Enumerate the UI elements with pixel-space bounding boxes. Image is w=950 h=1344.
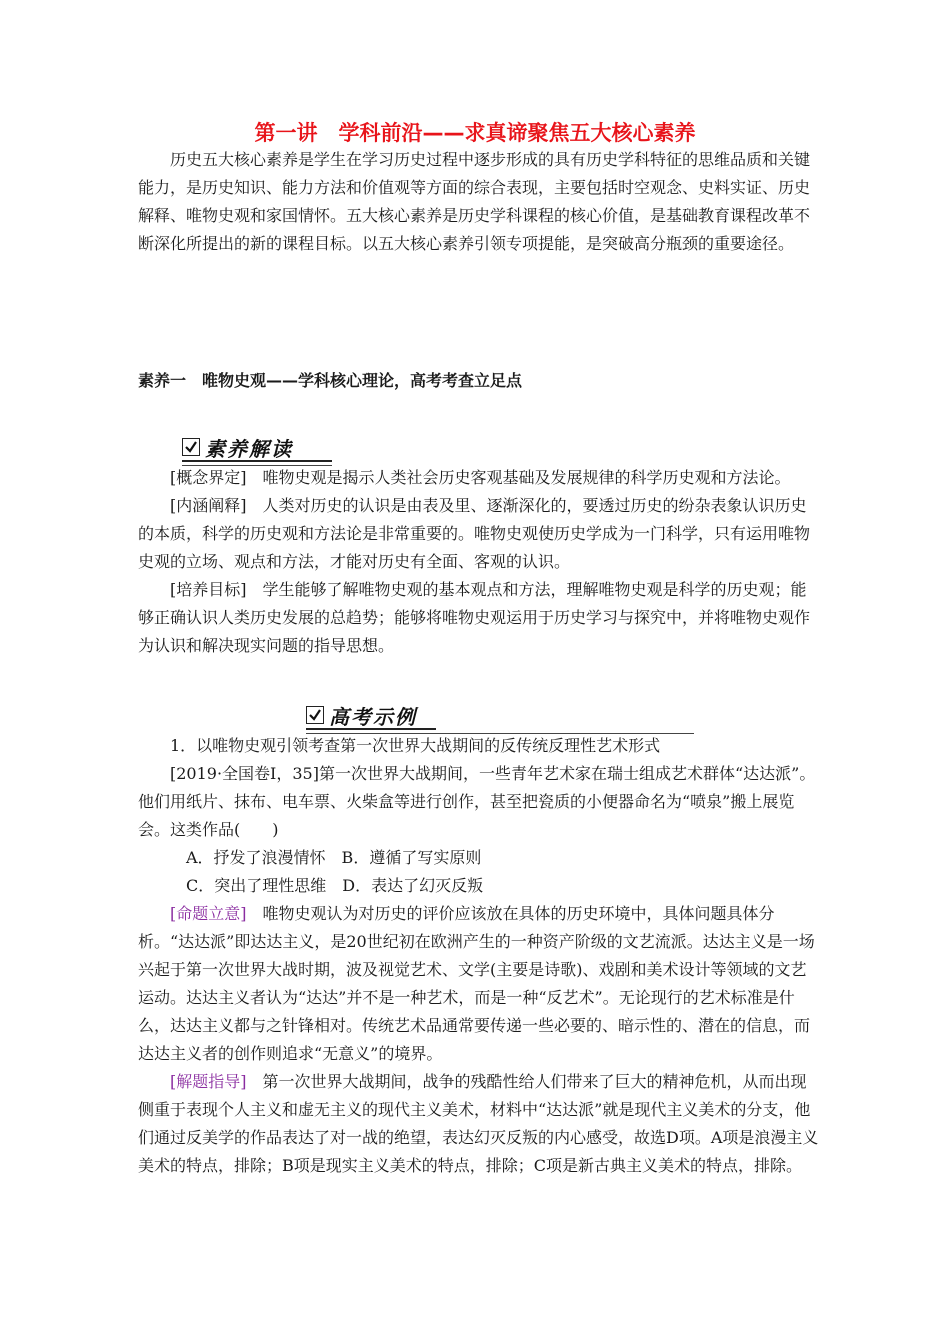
concept-text: 唯物史观是揭示人类社会历史客观基础及发展规律的科学历史观和方法论。	[262, 468, 791, 487]
guide-paragraph	[138, 1068, 822, 1180]
guide-text: 第一次世界大战期间，战争的残酷性给人们带来了巨大的精神危机，从而出现侧重于表现个人主义和虚无主义的现代主义美术，材料中“达达派”就是现代主义美术的分支，他们通过反美学的作品表达了对一战的绝望，表达幻灭反叛的内心感受，故选D项。A项是浪漫主义美术的特点，排除；B项是现实主义美术的特点，排除；C项是新古典主义美术的特点，排除。	[138, 1072, 819, 1175]
intent-text: 唯物史观认为对历史的评价应该放在具体的历史环境中，具体问题具体分析。“达达派”即达达主义，是20世纪初在欧洲产生的一种资产阶级的文艺流派。达达主义是一场兴起于第一次世界大战时期，波及视觉艺术、文学(主要是诗歌)、戏剧和美术设计等领域的文艺运动。达达主义者认为“达达”并不是一种艺术，而是一种“反艺术”。无论现行的艺术标准是什么，达达主义都与之针锋相对。传统艺术品通常要传递一些必要的、暗示性的、潜在的信息，而达达主义者的创作则追求“无意义”的境界。	[138, 904, 815, 1063]
page-title: 第一讲 学科前沿——求真谛聚焦五大核心素养	[254, 121, 696, 145]
literacy-reading-block	[138, 464, 822, 660]
options-row-cd: C．突出了理性思维 D．表达了幻灭反叛	[186, 876, 484, 895]
goal-paragraph	[138, 576, 822, 660]
exam-example-block	[138, 732, 822, 1180]
connotation-tag: [内涵阐释]	[170, 496, 247, 515]
intent-paragraph	[138, 900, 822, 1068]
checkbox-icon	[182, 438, 200, 456]
connotation-paragraph	[138, 492, 822, 576]
banner-underline	[306, 728, 436, 730]
banner-label: 高考示例	[329, 704, 417, 729]
options-row-ab: A．抒发了浪漫情怀 B．遵循了写实原则	[186, 848, 482, 867]
concept-paragraph	[138, 464, 822, 492]
goal-tag: [培养目标]	[170, 580, 247, 599]
connotation-text: 人类对历史的认识是由表及里、逐渐深化的，要透过历史的纷杂表象认识历史的本质，科学的历史观和方法论是非常重要的。唯物史观使历史学成为一门科学，只有运用唯物史观的立场、观点和方法，才能对历史有全面、客观的认识。	[138, 496, 811, 571]
goal-text: 学生能够了解唯物史观的基本观点和方法，理解唯物史观是科学的历史观；能够正确认识人类历史发展的总趋势；能够将唯物史观运用于历史学习与探究中，并将唯物史观作为认识和解决现实问题的指导思想。	[138, 580, 811, 655]
banner-exam-example	[306, 700, 694, 730]
section-heading: 素养一 唯物史观——学科核心理论，高考考查立足点	[138, 371, 523, 390]
intent-tag: [命题立意]	[170, 904, 247, 923]
banner-underline	[182, 460, 332, 462]
banner-literacy-reading	[182, 432, 332, 462]
intro-paragraph: 历史五大核心素养是学生在学习历史过程中逐步形成的具有历史学科特征的思维品质和关键能力，是历史知识、能力方法和价值观等方面的综合表现，主要包括时空观念、史料实证、历史解释、唯物史观和家国情怀。五大核心素养是历史学科课程的核心价值，是基础教育课程改革不断深化所提出的新的课程目标。以五大核心素养引领专项提能，是突破高分瓶颈的重要途径。	[138, 150, 811, 253]
concept-tag: [概念界定]	[170, 468, 247, 487]
example-heading: 1．以唯物史观引领考查第一次世界大战期间的反传统反理性艺术形式	[170, 736, 661, 755]
banner-label: 素养解读	[205, 436, 293, 461]
example-question: [2019·全国卷Ⅰ，35]第一次世界大战期间，一些青年艺术家在瑞士组成艺术群体“达达派”。他们用纸片、抹布、电车票、火柴盒等进行创作，甚至把瓷质的小便器命名为“喷泉”搬上展览会。这类作品( )	[138, 764, 816, 839]
checkbox-icon	[306, 706, 324, 724]
guide-tag: [解题指导]	[170, 1072, 247, 1091]
